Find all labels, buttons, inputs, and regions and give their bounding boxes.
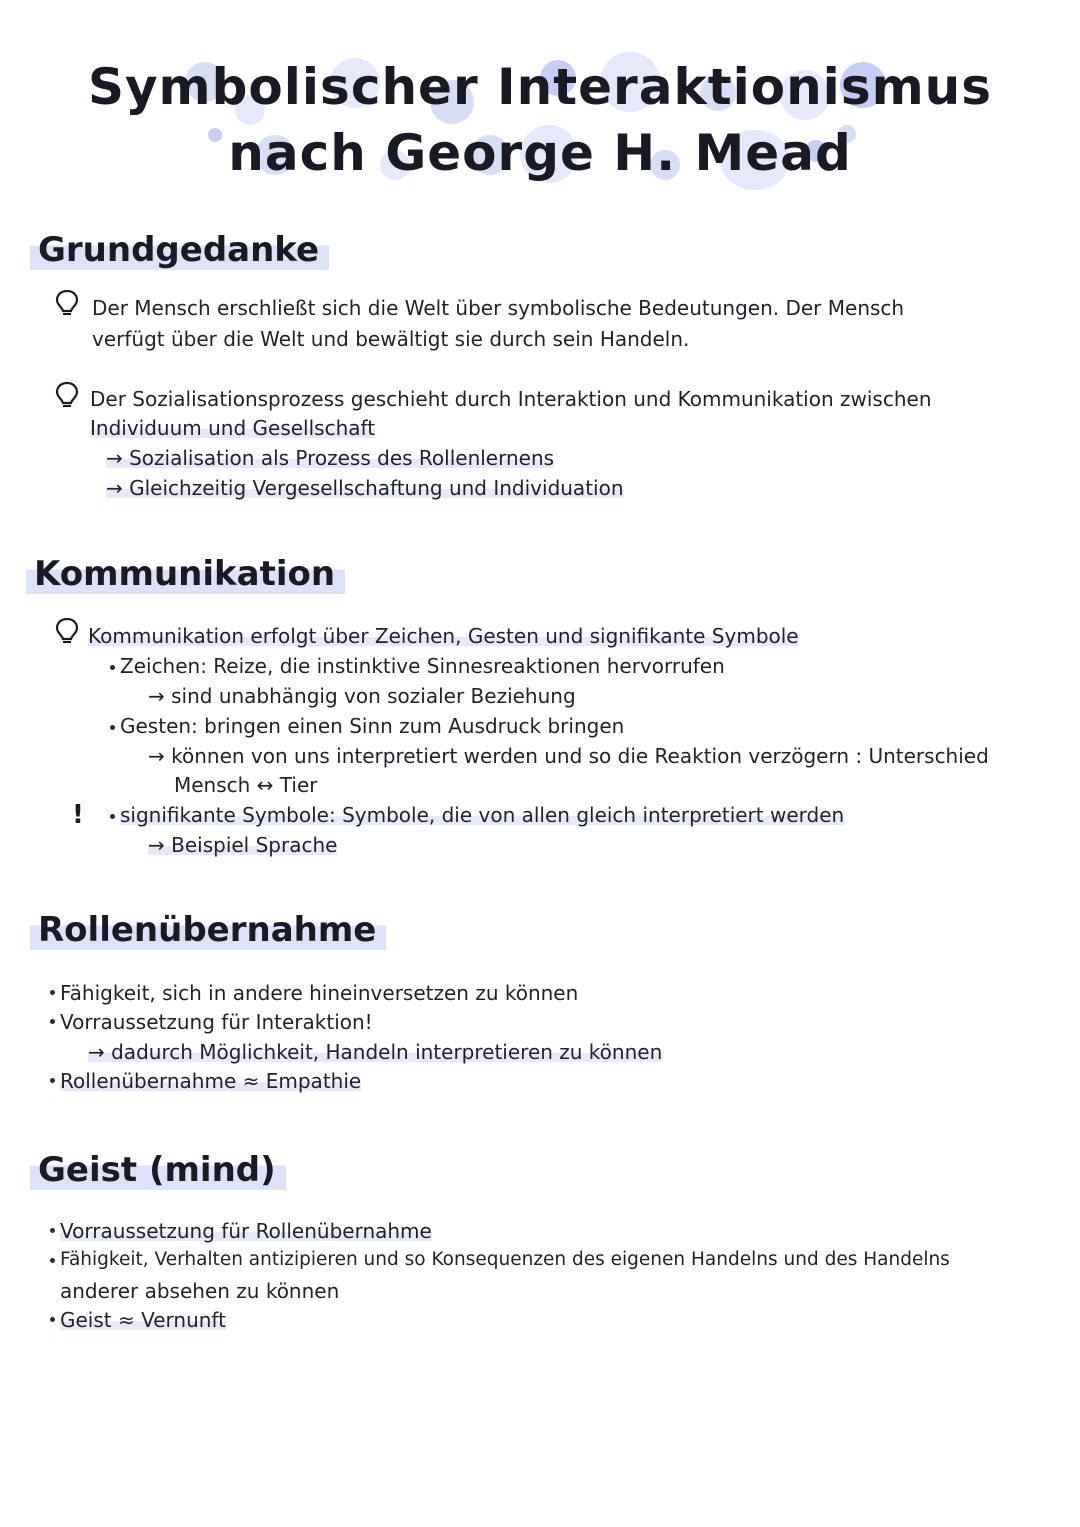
- bullet-dot: [110, 814, 115, 819]
- bullet-dot: [50, 1078, 55, 1083]
- heading-grundgedanke: Grundgedanke: [30, 228, 329, 272]
- grund-p1-line1: Der Mensch erschließt sich die Welt über symbolische Bedeutungen. Der Mensch: [92, 296, 905, 320]
- geist-b2-line2: anderer absehen zu können: [60, 1279, 340, 1303]
- komm-b1: Zeichen: Reize, die instinktive Sinnesreaktionen hervorrufen: [120, 654, 725, 678]
- komm-intro: Kommunikation erfolgt über Zeichen, Gesten und signifikante Symbole: [88, 624, 799, 648]
- exclamation-mark: !: [72, 800, 84, 830]
- lightbulb-icon: [54, 380, 80, 410]
- bullet-dot: [110, 725, 115, 730]
- komm-b2b: Mensch ↔ Tier: [174, 773, 318, 797]
- rollen-b2a: → dadurch Möglichkeit, Handeln interpretieren zu können: [88, 1040, 663, 1064]
- title-line-2: nach George H. Mead: [228, 124, 852, 182]
- komm-b3a: → Beispiel Sprache: [148, 833, 338, 857]
- grund-p1-line2: verfügt über die Welt und bewältigt sie durch sein Handeln.: [92, 327, 690, 351]
- title-line-1: Symbolischer Interaktionismus: [87, 58, 993, 116]
- bullet-dot: [50, 1228, 55, 1233]
- grund-arrow-2: → Gleichzeitig Vergesellschaftung und Individuation: [106, 476, 624, 500]
- title-block: [0, 40, 1080, 210]
- heading-geist: Geist (mind): [30, 1148, 286, 1192]
- grund-p2-line1: Der Sozialisationsprozess geschieht durch Interaktion und Kommunikation zwischen: [90, 387, 932, 411]
- lightbulb-icon: [54, 616, 80, 646]
- lightbulb-icon: [54, 288, 80, 318]
- grund-arrow-1: → Sozialisation als Prozess des Rollenlernens: [106, 446, 555, 470]
- geist-b1: Vorraussetzung für Rollenübernahme: [60, 1219, 432, 1243]
- komm-b2: Gesten: bringen einen Sinn zum Ausdruck bringen: [120, 714, 625, 738]
- grund-p2-line2: Individuum und Gesellschaft: [90, 416, 376, 440]
- rollen-b2: Vorraussetzung für Interaktion!: [60, 1010, 373, 1034]
- bullet-dot: [50, 1019, 55, 1024]
- komm-b3: signifikante Symbole: Symbole, die von allen gleich interpretiert werden: [120, 803, 845, 827]
- komm-b1a: → sind unabhängig von sozialer Beziehung: [148, 684, 576, 708]
- geist-b2-line1: Fähigkeit, Verhalten antizipieren und so Konsequenzen des eigenen Handelns und des Handelns: [60, 1249, 950, 1270]
- geist-b3: Geist ≈ Vernunft: [60, 1308, 226, 1332]
- heading-kommunikation: Kommunikation: [26, 552, 345, 596]
- rollen-b3: Rollenübernahme ≈ Empathie: [60, 1069, 362, 1093]
- bullet-dot: [50, 1317, 55, 1322]
- komm-b2a: → können von uns interpretiert werden und so die Reaktion verzögern : Unterschied: [148, 744, 989, 768]
- bullet-dot: [50, 990, 55, 995]
- bullet-dot: [110, 665, 115, 670]
- bullet-dot: [50, 1258, 55, 1263]
- rollen-b1: Fähigkeit, sich in andere hineinversetzen zu können: [60, 981, 579, 1005]
- heading-rollenuebernahme: Rollenübernahme: [30, 908, 386, 952]
